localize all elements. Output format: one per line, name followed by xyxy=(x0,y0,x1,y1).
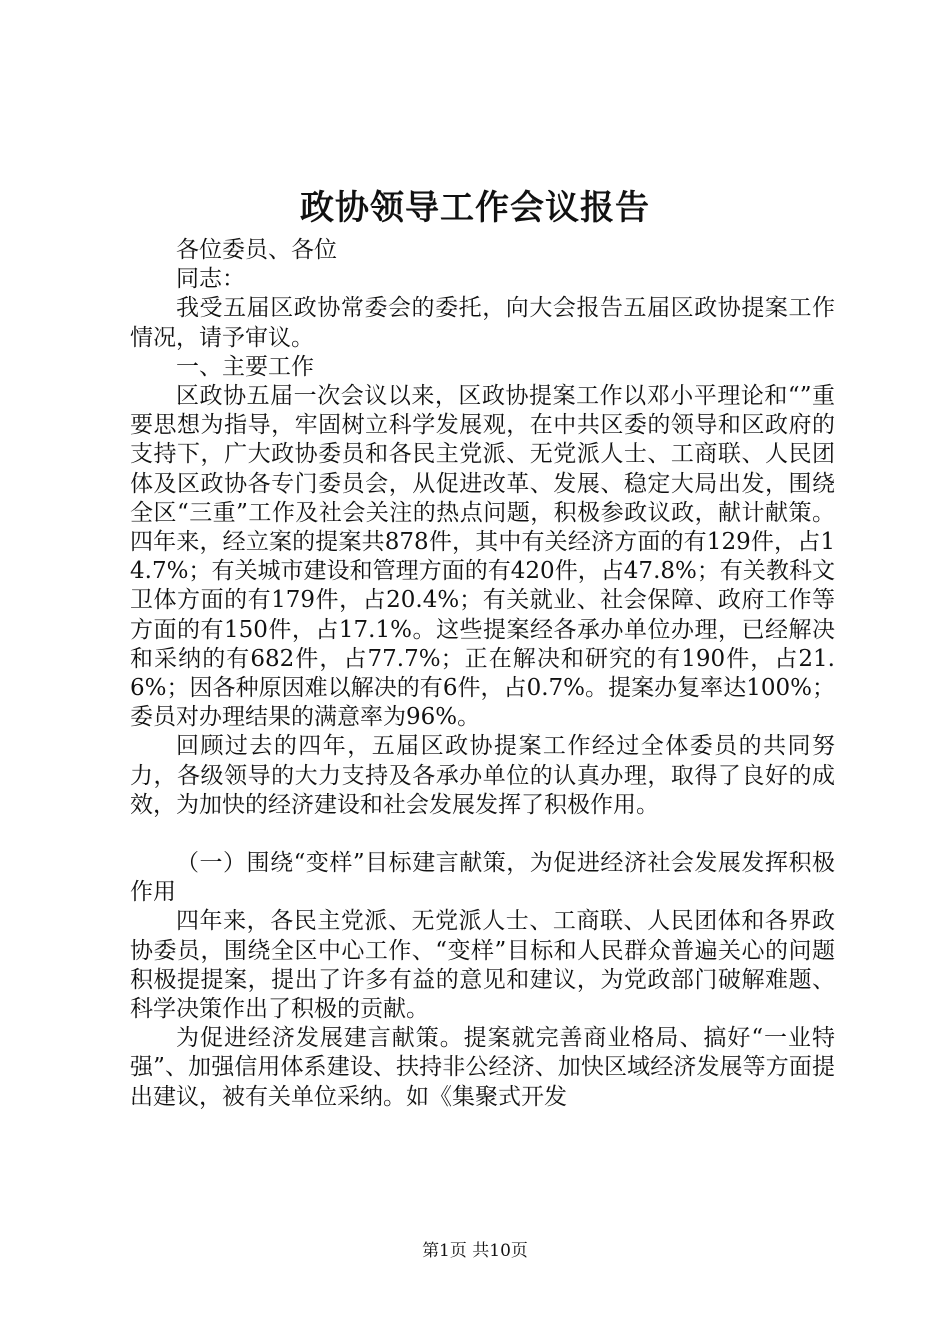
page-number-footer: 第1页 共10页 xyxy=(422,1241,528,1261)
blank-line xyxy=(130,820,835,849)
document-body xyxy=(130,236,835,1112)
salutation-line-2: 同志： xyxy=(176,266,245,293)
proposals-paragraph: 四年来，各民主党派、无党派人士、工商联、人民团体和各界政协委员，围绕全区中心工作、“变样”目标和人民群众普遍关心的问题积极提提案，提出了许多有益的意见和建议，为党政部门破解难题、科学决策作出了积极的贡献。 xyxy=(130,908,835,1023)
economy-paragraph: 为促进经济发展建言献策。提案就完善商业格局、搞好“一业特强”、加强信用体系建设、扶持非公经济、加快区域经济发展等方面提出建议，被有关单位采纳。如《集聚式开发 xyxy=(130,1025,835,1110)
section-heading-main-work: 一、主要工作 xyxy=(176,353,314,380)
statistics-paragraph: 区政协五届一次会议以来，区政协提案工作以邓小平理论和“”重要思想为指导，牢固树立科学发展观，在中共区委的领导和区政府的支持下，广大政协委员和各民主党派、无党派人士、工商联、人民团体及区政协各专门委员会，从促进改革、发展、稳定大局出发，围绕全区“三重”工作及社会关注的热点问题，积极参政议政，献计献策。四年来，经立案的提案共878件，其中有关经济方面的有129件，占14.7%；有关城市建设和管理方面的有420件，占47.8%；有关教科文卫体方面的有179件，占20.4%；有关就业、社会保障、政府工作等方面的有150件，占17.1%。这些提案经各承办单位办理，已经解决和采纳的有682件，占77.7%；正在解决和研究的有190件，占21.6%；因各种原因难以解决的有6件，占0.7%。提案办复率达100%；委员对办理结果的满意率为96%。 xyxy=(130,383,835,731)
intro-paragraph: 我受五届区政协常委会的委托，向大会报告五届区政协提案工作情况，请予审议。 xyxy=(130,295,835,351)
subsection-heading-1: （一）围绕“变样”目标建言献策，为促进经济社会发展发挥积极作用 xyxy=(130,850,835,906)
salutation-line-1: 各位委员、各位 xyxy=(176,237,337,263)
review-paragraph: 回顾过去的四年，五届区政协提案工作经过全体委员的共同努力，各级领导的大力支持及各承办单位的认真办理，取得了良好的成效，为加快的经济建设和社会发展发挥了积极作用。 xyxy=(130,733,835,818)
document-title: 政协领导工作会议报告 xyxy=(300,188,650,228)
